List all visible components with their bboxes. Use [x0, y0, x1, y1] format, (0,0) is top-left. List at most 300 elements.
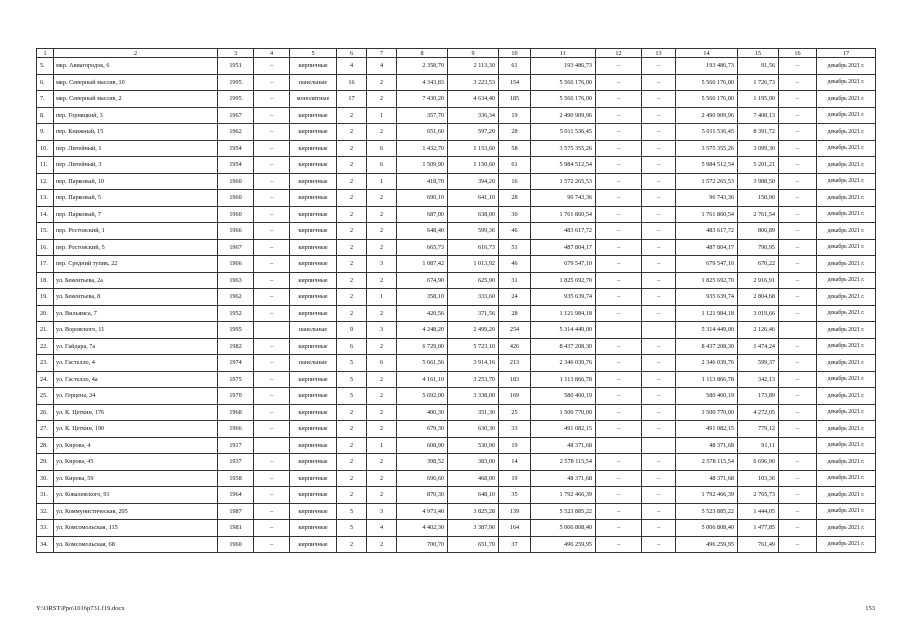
table-cell: – — [779, 371, 817, 388]
table-cell: 1966 — [218, 223, 254, 240]
column-number-cell: 16 — [779, 49, 817, 58]
table-cell: 183 — [499, 371, 531, 388]
table-cell: 665,73 — [397, 239, 448, 256]
table-cell: 1 113 866,78 — [676, 371, 738, 388]
table-cell: – — [596, 520, 642, 537]
table-cell: – — [642, 239, 676, 256]
table-cell: 2 499,20 — [448, 322, 499, 339]
table-cell: – — [779, 470, 817, 487]
table-cell: 1 500 770,00 — [531, 404, 596, 421]
table-cell: 17. — [37, 256, 54, 273]
table-cell: – — [254, 355, 290, 372]
table-cell: – — [254, 289, 290, 306]
table-cell: – — [254, 520, 290, 537]
table-row — [37, 190, 876, 207]
table-cell: 1 113 866,78 — [531, 371, 596, 388]
table-cell: 2 — [337, 421, 367, 438]
table-cell: 103,36 — [738, 470, 779, 487]
table-cell: 599,36 — [448, 223, 499, 240]
table-cell: 5 006 808,40 — [531, 520, 596, 537]
table-cell: мкр. Северный массив, 2 — [54, 91, 218, 108]
table-cell: 2 578 115,54 — [531, 454, 596, 471]
table-cell: – — [642, 58, 676, 75]
table-cell: ул. Гастелло, 4а — [54, 371, 218, 388]
table-cell: кирпичные — [290, 338, 337, 355]
table-cell: пер. Ростовский, 5 — [54, 239, 218, 256]
table-cell: 2 — [367, 91, 397, 108]
table-cell: декабрь 2021 г. — [817, 355, 876, 372]
table-cell: 1966 — [218, 256, 254, 273]
table-cell: пер. Средний тупик, 22 — [54, 256, 218, 273]
table-cell: кирпичные — [290, 272, 337, 289]
table-cell: 10. — [37, 140, 54, 157]
table-cell: ул. Герцена, 34 — [54, 388, 218, 405]
table-cell: 33 — [499, 421, 531, 438]
table-cell: – — [254, 454, 290, 471]
table-cell: – — [254, 404, 290, 421]
table-cell: – — [596, 371, 642, 388]
column-number-row — [37, 49, 876, 58]
table-cell: 1 474,24 — [738, 338, 779, 355]
table-cell: – — [254, 503, 290, 520]
table-cell: 1960 — [218, 536, 254, 553]
table-cell: 2 804,68 — [738, 289, 779, 306]
table-cell: – — [642, 404, 676, 421]
table-cell: 3 914,16 — [448, 355, 499, 372]
table-cell: 5 984 512,54 — [531, 157, 596, 174]
table-cell: 2 — [337, 272, 367, 289]
table-cell: 394,20 — [448, 173, 499, 190]
table-cell: – — [779, 404, 817, 421]
table-row — [37, 289, 876, 306]
table-cell: 51 — [499, 239, 531, 256]
table-cell: панельные — [290, 355, 337, 372]
table-cell: 11. — [37, 157, 54, 174]
table-cell: – — [779, 520, 817, 537]
table-cell: – — [642, 223, 676, 240]
table-cell: – — [779, 454, 817, 471]
table-cell: 1958 — [218, 470, 254, 487]
table-cell: 2 — [367, 272, 397, 289]
table-cell: декабрь 2021 г. — [817, 470, 876, 487]
table-cell: 5 — [337, 520, 367, 537]
table-cell: 5 723,10 — [448, 338, 499, 355]
table-cell: пер. Литейный, 1 — [54, 140, 218, 157]
table-cell: 19 — [499, 437, 531, 454]
table-cell: 333,60 — [448, 289, 499, 306]
table-cell: 1 — [367, 173, 397, 190]
table-cell: 2 — [337, 454, 367, 471]
table-cell: 2 — [337, 190, 367, 207]
table-cell: панельные — [290, 74, 337, 91]
table-cell: 150,90 — [738, 190, 779, 207]
table-row — [37, 487, 876, 504]
table-cell: 1 013,92 — [448, 256, 499, 273]
table-cell: – — [642, 107, 676, 124]
table-cell: – — [642, 91, 676, 108]
table-cell — [254, 437, 290, 454]
table-cell: 371,56 — [448, 305, 499, 322]
table-cell: 1960 — [218, 190, 254, 207]
table-cell: 31. — [37, 487, 54, 504]
table-cell: 1 — [367, 107, 397, 124]
table-cell: 1 572 265,53 — [531, 173, 596, 190]
table-row — [37, 520, 876, 537]
table-cell: 3 — [367, 503, 397, 520]
table-cell: кирпичные — [290, 140, 337, 157]
table-cell: 1917 — [218, 437, 254, 454]
table-cell: 530,90 — [448, 437, 499, 454]
table-cell: 1 761 860,54 — [676, 206, 738, 223]
table-cell: 2 — [337, 124, 367, 141]
table-cell: 2 — [367, 487, 397, 504]
table-cell: – — [642, 470, 676, 487]
table-row — [37, 74, 876, 91]
table-cell: 9. — [37, 124, 54, 141]
table-cell: 5 984 512,54 — [676, 157, 738, 174]
table-cell: ул. Вильямса, 7 — [54, 305, 218, 322]
table-cell: 37 — [499, 536, 531, 553]
table-cell: – — [254, 272, 290, 289]
table-cell: 679,30 — [397, 421, 448, 438]
table-cell: декабрь 2021 г. — [817, 421, 876, 438]
table-cell: 1 — [367, 289, 397, 306]
table-row — [37, 272, 876, 289]
table-cell: 400,30 — [397, 404, 448, 421]
table-cell: 483 617,72 — [676, 223, 738, 240]
table-cell: – — [642, 454, 676, 471]
table-cell: – — [254, 223, 290, 240]
table-cell: 2 — [337, 239, 367, 256]
table-cell: 193 486,73 — [676, 58, 738, 75]
table-row — [37, 256, 876, 273]
table-cell: декабрь 2021 г. — [817, 305, 876, 322]
table-cell: 254 — [499, 322, 531, 339]
table-cell: 28 — [499, 124, 531, 141]
table-cell: 761,49 — [738, 536, 779, 553]
table-cell: кирпичные — [290, 371, 337, 388]
table-cell: 2 — [337, 437, 367, 454]
table-cell: 670,22 — [738, 256, 779, 273]
table-cell: 7 430,20 — [397, 91, 448, 108]
table-cell: 58 — [499, 140, 531, 157]
table-cell: пер. Книжный, 15 — [54, 124, 218, 141]
table-cell: 5 566 176,00 — [531, 74, 596, 91]
table-cell: – — [254, 107, 290, 124]
table-cell: кирпичные — [290, 437, 337, 454]
table-cell: декабрь 2021 г. — [817, 239, 876, 256]
table-cell: кирпичные — [290, 256, 337, 273]
table-cell: 6 — [337, 338, 367, 355]
table-cell: кирпичные — [290, 289, 337, 306]
table-cell: декабрь 2021 г. — [817, 503, 876, 520]
table-cell: 1 432,70 — [397, 140, 448, 157]
table-cell: кирпичные — [290, 421, 337, 438]
table-cell: 1975 — [218, 371, 254, 388]
table-cell: 4 973,40 — [397, 503, 448, 520]
table-cell: 2 — [367, 305, 397, 322]
table-cell: декабрь 2021 г. — [817, 91, 876, 108]
table-cell: – — [779, 421, 817, 438]
table-cell: – — [254, 58, 290, 75]
table-cell: 3 — [367, 322, 397, 339]
table-cell: 169 — [499, 388, 531, 405]
table-cell: 2 765,73 — [738, 487, 779, 504]
table-cell: – — [779, 190, 817, 207]
table-cell: 2 761,54 — [738, 206, 779, 223]
table-cell — [254, 322, 290, 339]
table-cell: 651,70 — [448, 536, 499, 553]
table-cell: декабрь 2021 г. — [817, 371, 876, 388]
table-cell: 336,34 — [448, 107, 499, 124]
table-cell: 487 804,17 — [676, 239, 738, 256]
table-cell: 700,70 — [397, 536, 448, 553]
table-cell: 2 578 115,54 — [676, 454, 738, 471]
table-cell: 1 825 692,70 — [676, 272, 738, 289]
table-cell: 496 259,95 — [531, 536, 596, 553]
table-cell: – — [779, 58, 817, 75]
table-cell: 2 — [367, 470, 397, 487]
table-cell: 2 — [367, 239, 397, 256]
table-cell: – — [596, 487, 642, 504]
column-number-cell: 11 — [531, 49, 596, 58]
column-number-cell: 12 — [596, 49, 642, 58]
table-cell: 8 437 208,30 — [531, 338, 596, 355]
table-cell: 779,12 — [738, 421, 779, 438]
table-cell: – — [596, 289, 642, 306]
table-cell: 9 — [337, 322, 367, 339]
table-cell: 3 — [367, 256, 397, 273]
table-cell: 1962 — [218, 124, 254, 141]
table-cell: 5 201,21 — [738, 157, 779, 174]
table-cell: – — [642, 157, 676, 174]
table-cell: 48 371,68 — [531, 470, 596, 487]
table-cell — [596, 437, 642, 454]
table-cell: – — [596, 74, 642, 91]
table-cell: 1 087,42 — [397, 256, 448, 273]
table-cell: 1954 — [218, 157, 254, 174]
table-cell: 5 661,56 — [397, 355, 448, 372]
table-cell: 5 314 449,00 — [531, 322, 596, 339]
table-cell: 2 346 039,76 — [676, 355, 738, 372]
table-cell: – — [254, 305, 290, 322]
table-cell: 1 792 466,39 — [676, 487, 738, 504]
table-cell: 351,30 — [448, 404, 499, 421]
table-row — [37, 107, 876, 124]
table-cell: ул. Комсомольская, 115 — [54, 520, 218, 537]
table-cell: – — [596, 91, 642, 108]
table-cell: панельные — [290, 322, 337, 339]
table-cell: 7 408,13 — [738, 107, 779, 124]
table-cell: 6 — [367, 140, 397, 157]
table-row — [37, 404, 876, 421]
table-cell: 2 — [367, 206, 397, 223]
table-cell: – — [596, 157, 642, 174]
table-cell: 26. — [37, 404, 54, 421]
table-row — [37, 371, 876, 388]
table-cell: пер. Литейный, 3 — [54, 157, 218, 174]
table-cell: 2 — [337, 107, 367, 124]
table-cell: кирпичные — [290, 454, 337, 471]
table-cell: 935 639,74 — [676, 289, 738, 306]
table-cell: 674,90 — [397, 272, 448, 289]
column-number-cell: 17 — [817, 49, 876, 58]
table-cell: 1968 — [218, 404, 254, 421]
table-cell: 2 490 909,96 — [676, 107, 738, 124]
table-cell: – — [642, 520, 676, 537]
table-cell: – — [642, 503, 676, 520]
table-cell: 468,00 — [448, 470, 499, 487]
table-cell: кирпичные — [290, 388, 337, 405]
table-cell: – — [596, 272, 642, 289]
table-cell: – — [254, 173, 290, 190]
table-cell: 806,89 — [738, 223, 779, 240]
table-cell: кирпичные — [290, 305, 337, 322]
table-cell: декабрь 2021 г. — [817, 454, 876, 471]
table-cell: 1 500 770,00 — [676, 404, 738, 421]
table-cell: 20. — [37, 305, 54, 322]
table-cell: – — [254, 421, 290, 438]
table-cell: 638,00 — [448, 206, 499, 223]
table-cell: 342,13 — [738, 371, 779, 388]
table-cell: мкр. Северный массив, 10 — [54, 74, 218, 91]
table-cell: монолитные — [290, 91, 337, 108]
table-cell: декабрь 2021 г. — [817, 536, 876, 553]
table-cell: 2 113,30 — [448, 58, 499, 75]
table-cell: ул. Ковалевского, 91 — [54, 487, 218, 504]
table-cell: декабрь 2021 г. — [817, 289, 876, 306]
table-cell: кирпичные — [290, 157, 337, 174]
table-cell: – — [596, 421, 642, 438]
table-cell: ул. Бекентьева, 2а — [54, 272, 218, 289]
table-cell: 2 — [367, 223, 397, 240]
table-cell: 5 — [337, 503, 367, 520]
table-cell: – — [596, 173, 642, 190]
table-cell: 1970 — [218, 388, 254, 405]
table-row — [37, 437, 876, 454]
table-cell: 1 150,60 — [448, 157, 499, 174]
table-cell: 651,60 — [397, 124, 448, 141]
table-cell: 1982 — [218, 338, 254, 355]
table-cell: кирпичные — [290, 206, 337, 223]
table-cell: 28. — [37, 437, 54, 454]
table-cell: – — [596, 470, 642, 487]
table-cell: 5 566 176,00 — [676, 74, 738, 91]
table-cell: – — [642, 173, 676, 190]
column-number-cell: 3 — [218, 49, 254, 58]
table-cell: – — [596, 536, 642, 553]
table-cell: – — [254, 91, 290, 108]
table-cell: 648,40 — [397, 223, 448, 240]
table-cell: кирпичные — [290, 520, 337, 537]
table-cell: 30. — [37, 470, 54, 487]
table-cell — [779, 322, 817, 339]
table-cell: 8. — [37, 107, 54, 124]
table-cell: – — [254, 256, 290, 273]
table-cell: 625,90 — [448, 272, 499, 289]
table-cell: ул. К. Цеткин, 190 — [54, 421, 218, 438]
table-cell: 1963 — [218, 272, 254, 289]
table-cell: 5 314 449,00 — [676, 322, 738, 339]
table-cell: ул. Гастелло, 4 — [54, 355, 218, 372]
table-cell: 1937 — [218, 454, 254, 471]
table-cell: – — [779, 503, 817, 520]
table-cell: 616,73 — [448, 239, 499, 256]
table-cell: – — [596, 388, 642, 405]
table-cell: 8 437 208,30 — [676, 338, 738, 355]
table-row — [37, 91, 876, 108]
table-row — [37, 173, 876, 190]
table-cell: – — [779, 305, 817, 322]
table-cell: 5 566 176,00 — [676, 91, 738, 108]
table-cell: 29. — [37, 454, 54, 471]
table-cell: 139 — [499, 503, 531, 520]
table-cell: – — [779, 107, 817, 124]
table-cell: 46 — [499, 223, 531, 240]
table-cell: – — [779, 256, 817, 273]
table-row — [37, 454, 876, 471]
table-row — [37, 239, 876, 256]
table-cell: кирпичные — [290, 124, 337, 141]
table-cell: 1 121 984,18 — [531, 305, 596, 322]
column-number-cell: 4 — [254, 49, 290, 58]
table-row — [37, 140, 876, 157]
table-row — [37, 388, 876, 405]
table-cell: 4 161,10 — [397, 371, 448, 388]
table-cell: 426 — [499, 338, 531, 355]
table-cell: 25. — [37, 388, 54, 405]
table-cell: – — [254, 157, 290, 174]
table-cell: 398,52 — [397, 454, 448, 471]
table-cell: 35 — [499, 487, 531, 504]
table-cell: 790,95 — [738, 239, 779, 256]
table-cell: 48 371,68 — [676, 470, 738, 487]
table-cell: декабрь 2021 г. — [817, 190, 876, 207]
column-number-cell: 1 — [37, 49, 54, 58]
table-cell: – — [779, 536, 817, 553]
table-cell: – — [254, 371, 290, 388]
table-cell: 1 477,85 — [738, 520, 779, 537]
column-number-cell: 7 — [367, 49, 397, 58]
table-cell: – — [642, 140, 676, 157]
table-row — [37, 206, 876, 223]
table-cell: 14 — [499, 454, 531, 471]
table-cell: 3 575 355,26 — [531, 140, 596, 157]
table-cell: 48 371,68 — [531, 437, 596, 454]
table-cell: 2 358,70 — [397, 58, 448, 75]
table-cell: 1967 — [218, 239, 254, 256]
table-cell: 1 726,73 — [738, 74, 779, 91]
table-cell: 48 371,68 — [676, 437, 738, 454]
table-cell: 1962 — [218, 289, 254, 306]
table-cell: 2 — [367, 404, 397, 421]
table-cell: – — [779, 355, 817, 372]
table-cell: 5 011 536,45 — [676, 124, 738, 141]
table-cell: 5 — [337, 388, 367, 405]
table-cell: 6 — [367, 355, 397, 372]
table-cell: 213 — [499, 355, 531, 372]
table-cell: 4 343,83 — [397, 74, 448, 91]
table-cell: – — [642, 338, 676, 355]
table-cell: 2 — [337, 289, 367, 306]
table-cell: ул. Гайдара, 7а — [54, 338, 218, 355]
table-cell: 30 — [499, 206, 531, 223]
table-cell: пер. Горняцкий, 3 — [54, 107, 218, 124]
table-cell: 4 — [337, 58, 367, 75]
table-cell: 17 — [337, 91, 367, 108]
column-number-cell: 8 — [397, 49, 448, 58]
table-cell: 483 617,72 — [531, 223, 596, 240]
